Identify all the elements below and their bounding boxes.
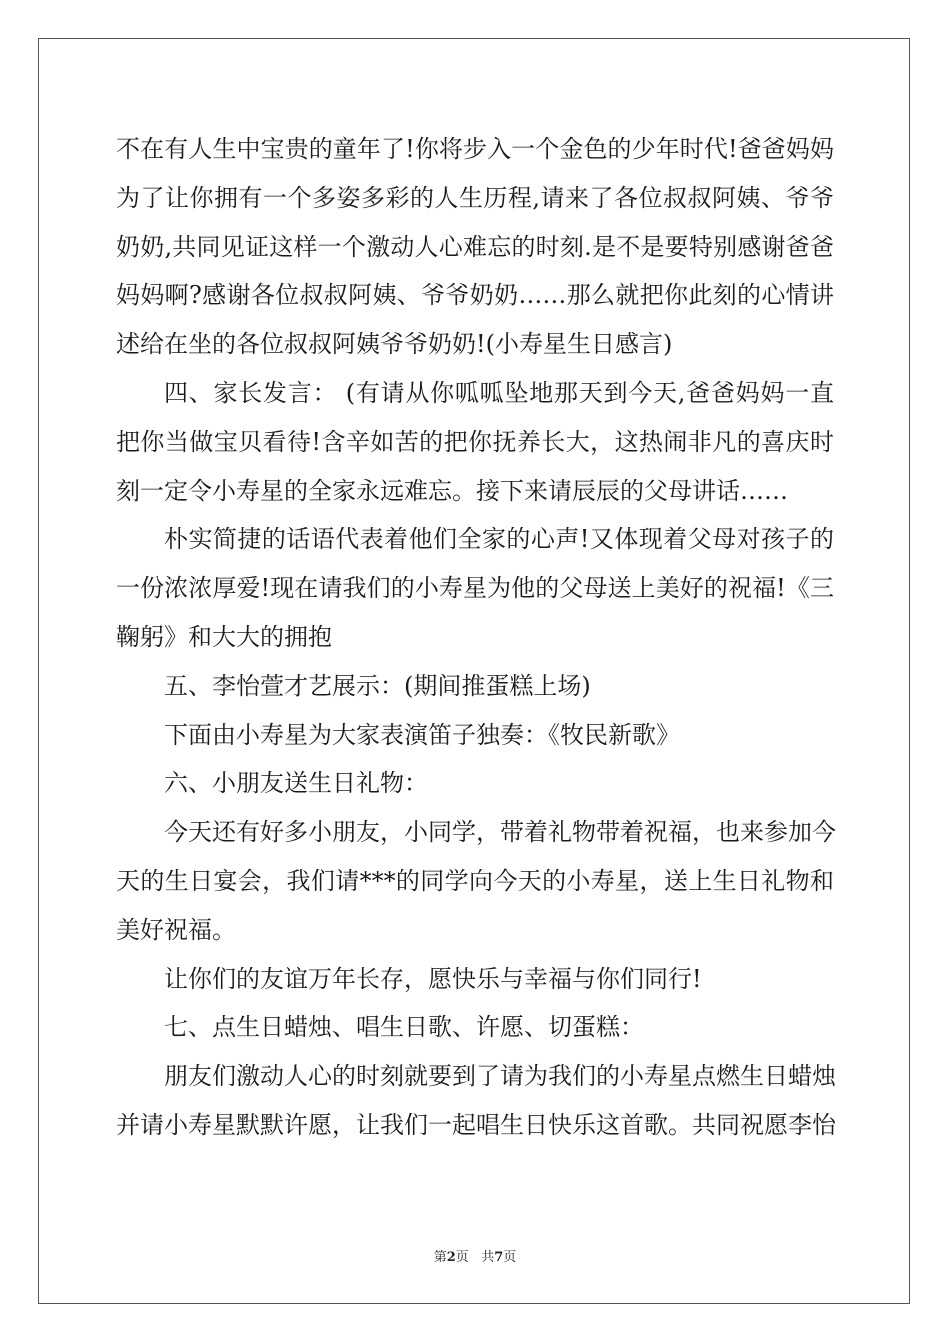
text-line: 鞠躬》和大大的拥抱 [116,622,332,651]
text-line: 让你们的友谊万年长存，愿快乐与幸福与你们同行! [164,964,702,993]
text-line: 下面由小寿星为大家表演笛子独奏：《牧民新歌》 [164,720,680,749]
section-heading-parent-speech: 四、家长发言： (有请从你呱呱坠地那天到今天,爸爸妈妈一直 [164,378,834,407]
page-total: 7 [494,1250,504,1265]
document-body [116,125,834,1150]
text-line: 一份浓浓厚爱!现在请我们的小寿星为他的父母送上美好的祝福!《三 [116,574,834,603]
text-line: 妈妈啊?感谢各位叔叔阿姨、爷爷奶奶……那么就把你此刻的心情讲 [116,281,834,310]
text-line: 为了让你拥有一个多姿多彩的人生历程,请来了各位叔叔阿姨、爷爷 [116,183,834,212]
text-line: 朴实简捷的话语代表着他们全家的心声!又体现着父母对孩子的 [164,525,834,554]
text-line: 述给在坐的各位叔叔阿姨爷爷奶奶!(小寿星生日感言) [116,330,673,359]
section-heading-candles: 七、点生日蜡烛、唱生日歌、许愿、切蛋糕： [164,1013,644,1042]
text-line: 把你当做宝贝看待!含辛如苦的把你抚养长大，这热闹非凡的喜庆时 [116,427,834,456]
text-line: 刻一定令小寿星的全家永远难忘。接下来请辰辰的父母讲话…… [116,476,788,505]
section-heading-talent-show: 五、李怡萱才艺展示：(期间推蛋糕上场) [164,671,591,700]
section-heading-gifts: 六、小朋友送生日礼物： [164,769,428,798]
page-current: 2 [446,1250,456,1265]
page-footer [0,1246,950,1265]
total-prefix: 共 [481,1250,495,1265]
page-suffix: 页 [455,1250,469,1265]
text-line: 奶奶,共同见证这样一个激动人心难忘的时刻.是不是要特别感谢爸爸 [116,232,834,261]
text-line: 不在有人生中宝贵的童年了!你将步入一个金色的少年时代!爸爸妈妈 [116,135,834,163]
text-line: 今天还有好多小朋友，小同学，带着礼物带着祝福，也来参加今 [164,818,836,847]
text-line: 美好祝福。 [116,915,236,944]
text-line: 天的生日宴会，我们请***的同学向今天的小寿星，送上生日礼物和 [116,866,834,895]
text-line: 并请小寿星默默许愿，让我们一起唱生日快乐这首歌。共同祝愿李怡 [116,1110,836,1139]
page-prefix: 第 [433,1250,447,1265]
total-suffix: 页 [503,1250,517,1265]
text-line: 朋友们激动人心的时刻就要到了请为我们的小寿星点燃生日蜡烛 [164,1062,836,1091]
